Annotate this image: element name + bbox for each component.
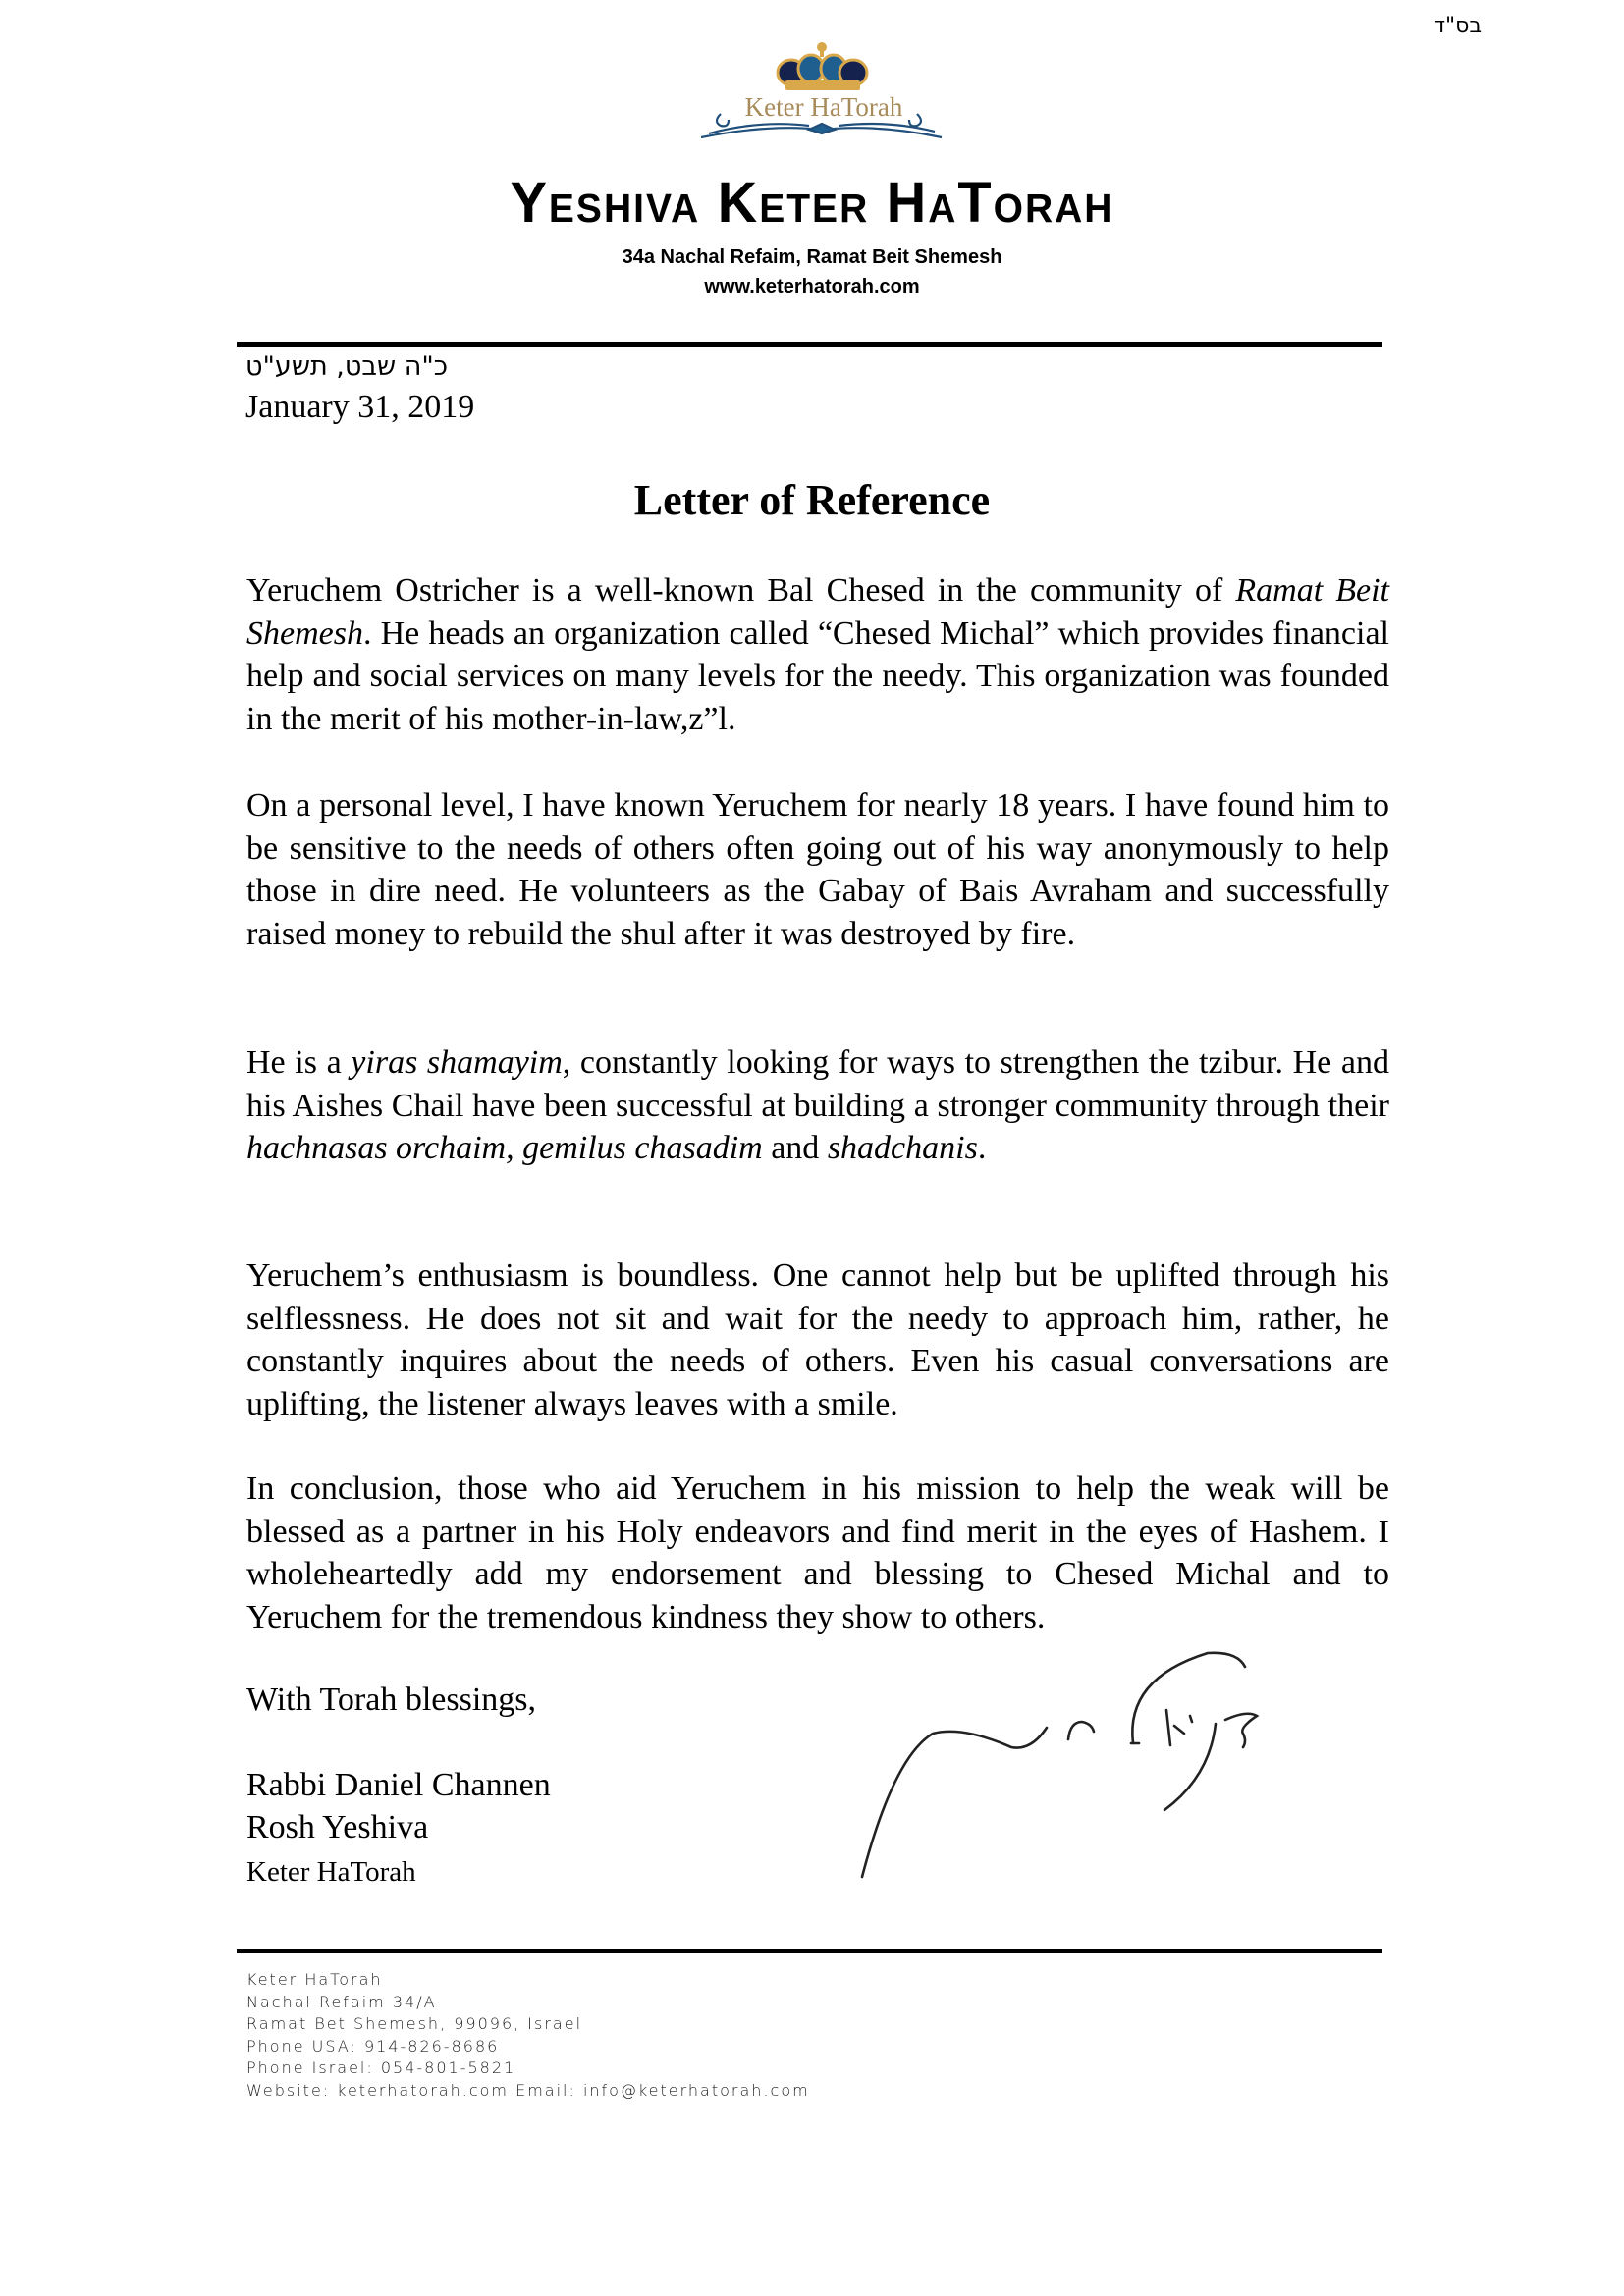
closing-salutation: With Torah blessings,	[246, 1682, 536, 1718]
signer-org: Keter HaTorah	[246, 1856, 416, 1888]
letter-title: Letter of Reference	[633, 476, 991, 524]
org-address: 34a Nachal Refaim, Ramat Beit Shemesh	[622, 246, 1002, 268]
org-address-block	[0, 242, 1624, 301]
org-website: www.keterhatorah.com	[704, 276, 920, 297]
svg-text:Keter HaTorah: Keter HaTorah	[744, 92, 903, 122]
handwritten-signature	[854, 1649, 1306, 1924]
paragraph-1: Yeruchem Ostricher is a well-known Bal Chesed in the community of Ramat Beit Shemesh. He heads an organization called “Chesed Michal” which provides financial help and social services on many levels for the needy. This organization was founded in the merit of his mother-in-law,z”l.	[246, 572, 1389, 737]
keter-hatorah-logo	[691, 35, 956, 143]
header-divider	[237, 342, 1382, 347]
gregorian-date: January 31, 2019	[245, 389, 475, 425]
org-name: Yeshiva Keter HaTorah	[510, 169, 1114, 235]
crown-icon	[778, 42, 867, 90]
signer-role: Rosh Yeshiva	[246, 1809, 429, 1845]
hebrew-date: כ"ה שבט, תשע"ט	[245, 351, 449, 382]
paragraph-4: Yeruchem’s enthusiasm is boundless. One cannot help but be uplifted through his selflessness. He does not sit and wait for the needy to approach him, rather, he constantly inquires about the needs of others. Even his casual conversations are uplifting, the listener always leaves with a smile.	[246, 1257, 1389, 1422]
paragraph-2: On a personal level, I have known Yeruchem for nearly 18 years. I have found him to be sensitive to the needs of others often going out of his way anonymously to help those in dire need. He volunteers as the Gabay of Bais Avraham and successfully raised money to rebuild the shul after it was destroyed by fire.	[246, 787, 1389, 952]
footer-city: Ramat Bet Shemesh, 99096, Israel	[246, 2014, 583, 2033]
bsd-heading: בס"ד	[1434, 14, 1483, 38]
footer-web-email: Website: keterhatorah.com Email: info@keterhatorah.com	[246, 2080, 810, 2100]
paragraph-3: He is a yiras shamayim, constantly looking for ways to strengthen the tzibur. He and his Aishes Chail have been successful at building a stronger community through their hachnasas orchaim, gemilus chasadim and shadchanis.	[246, 1044, 1389, 1166]
signer-name: Rabbi Daniel Channen	[246, 1767, 551, 1803]
footer-street: Nachal Refaim 34/A	[246, 1992, 437, 2011]
footer-phone-usa: Phone USA: 914-826-8686	[246, 2036, 500, 2056]
footer-org: Keter HaTorah	[246, 1970, 383, 1989]
footer-divider	[237, 1949, 1382, 1953]
footer-phone-israel: Phone Israel: 054-801-5821	[246, 2058, 516, 2077]
footer-contact	[246, 1969, 810, 2102]
paragraph-5: In conclusion, those who aid Yeruchem in his mission to help the weak will be blessed as a partner in his Holy endeavors and find merit in the eyes of Hashem. I wholeheartedly add my endorsement and blessing to Chesed Michal and to Yeruchem for the tremendous kindness they show to others.	[246, 1470, 1389, 1635]
